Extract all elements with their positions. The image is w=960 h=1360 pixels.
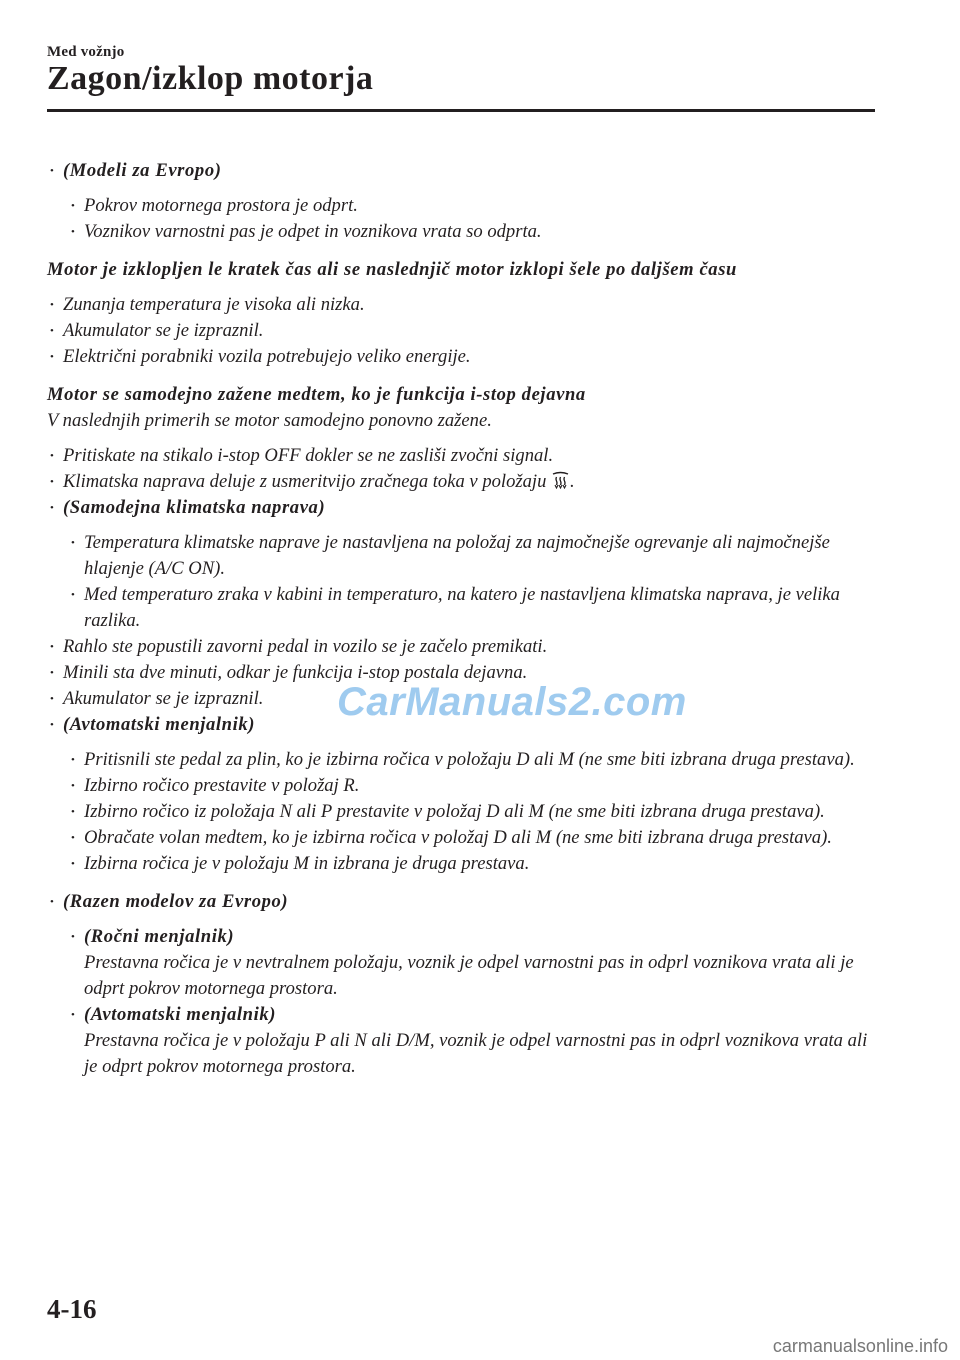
list-item-europe-models: • (Modeli za Evropo) — [47, 158, 877, 184]
list-item-automatic: • (Avtomatski menjalnik) — [47, 712, 877, 738]
automatic-text-2: Prestavna ročica je v položaju P ali N ali D/M, voznik je odpel varnostni pas in odprl voznikova vrata ali je odprt pokrov motornega prostora. — [84, 1030, 868, 1077]
list-item: • Zunanja temperatura je visoka ali nizka. — [47, 292, 877, 318]
list-item: • Temperatura klimatske naprave je nastavljena na položaj za najmočnejše ogrevanje ali najmočnejše hlajenje (A/C ON). — [68, 530, 877, 582]
list-item: • Izbirno ročico iz položaja N ali P prestavite v položaj D ali M (ne sme biti izbrana druga prestava). — [68, 799, 877, 825]
list-item: • Električni porabniki vozila potrebujejo veliko energije. — [47, 344, 877, 370]
section-label: Med vožnjo — [47, 44, 125, 60]
auto-restart-intro: V naslednjih primerih se motor samodejno ponovno zažene. — [47, 410, 492, 431]
list-item-text: Klimatska naprava deluje z usmeritvijo zračnega toka v položaju — [63, 471, 547, 492]
list-item: • Izbirna ročica je v položaju M in izbrana je druga prestava. — [68, 851, 877, 877]
list-item: • Izbirno ročico prestavite v položaj R. — [68, 773, 877, 799]
list-item: • Akumulator se je izpraznil. — [47, 318, 877, 344]
footer-url: carmanualsonline.info — [772, 1336, 948, 1356]
list-item-auto-climate: • (Samodejna klimatska naprava) — [47, 495, 877, 521]
manual-text: Prestavna ročica je v nevtralnem položaju, voznik je odpel varnostni pas in odprl voznikova vrata ali je odprt pokrov motornega prostora. — [84, 952, 854, 999]
list-item: • Akumulator se je izpraznil. — [47, 686, 877, 712]
page-content — [47, 158, 877, 1080]
watermark-logo: CarManuals2.com — [337, 680, 687, 724]
windshield-defroster-icon — [552, 471, 569, 489]
list-item: • Pokrov motornega prostora je odprt. — [68, 193, 877, 219]
list-item-non-europe: • (Razen modelov za Evropo) — [47, 889, 877, 915]
list-item-airflow — [47, 469, 877, 495]
list-item: • Minili sta dve minuti, odkar je funkcija i-stop postala dejavna. — [47, 660, 877, 686]
list-item: • Voznikov varnostni pas je odpet in voznikova vrata so odprta. — [68, 219, 877, 245]
list-item: • Pritiskate na stikalo i-stop OFF dokler se ne zasliši zvočni signal. — [47, 443, 877, 469]
page-number: 4-16 — [47, 1294, 97, 1324]
list-item: • Med temperaturo zraka v kabini in temperaturo, na katero je nastavljena klimatska naprava, je velika razlika. — [68, 582, 877, 634]
chapter-title: Zagon/izklop motorja — [47, 60, 374, 97]
heading-auto-restart: Motor se samodejno zažene medtem, ko je funkcija i-stop dejavna — [47, 384, 586, 405]
list-item: • Obračate volan medtem, ko je izbirna ročica v položaj D ali M (ne sme biti izbrana druga prestava). — [68, 825, 877, 851]
heading-short-stop: Motor je izklopljen le kratek čas ali se naslednjič motor izklopi šele po daljšem času — [47, 259, 737, 280]
list-item-manual: • (Ročni menjalnik) — [68, 924, 877, 950]
list-item: • Rahlo ste popustili zavorni pedal in vozilo se je začelo premikati. — [47, 634, 877, 660]
title-divider — [47, 109, 875, 112]
list-item-suffix: . — [570, 471, 575, 492]
list-item-automatic-2: • (Avtomatski menjalnik) — [68, 1002, 877, 1028]
list-item: • Pritisnili ste pedal za plin, ko je izbirna ročica v položaju D ali M (ne sme biti izbrana druga prestava). — [68, 747, 877, 773]
